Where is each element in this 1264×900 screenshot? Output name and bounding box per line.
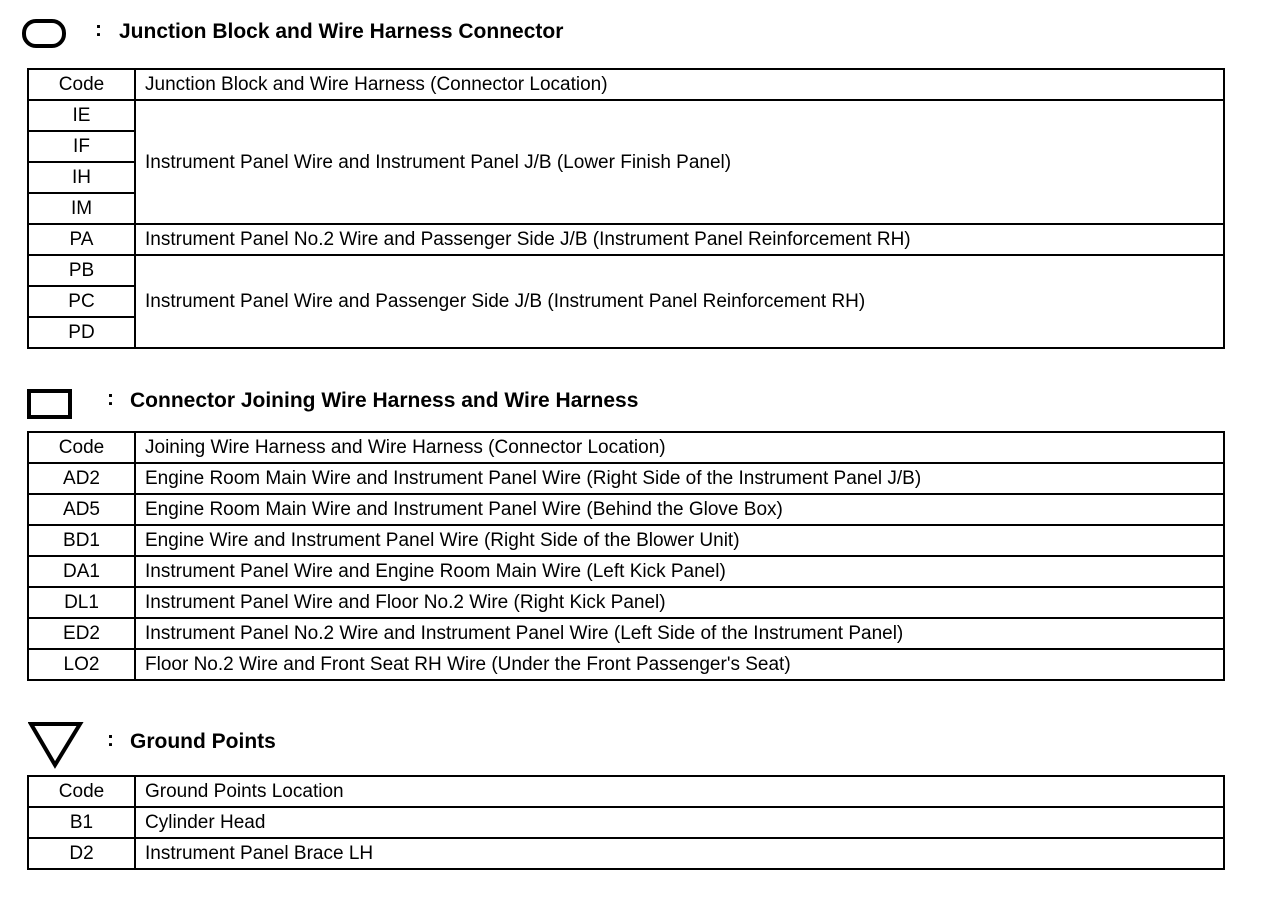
rounded-rectangle-outline-icon: [21, 17, 69, 51]
square-outline-icon: [27, 388, 73, 420]
table-row: [28, 618, 1224, 649]
connector-location: Instrument Panel No.2 Wire and Passenger Side J/B (Instrument Panel Reinforcement RH): [135, 224, 1224, 255]
connector-code: DA1: [28, 556, 135, 587]
ground-section-title: Ground Points: [130, 730, 276, 753]
down-triangle-outline-icon: [28, 720, 84, 770]
connector-code: LO2: [28, 649, 135, 680]
table-row: [28, 463, 1224, 494]
table-row: [28, 100, 1224, 131]
connector-location: Floor No.2 Wire and Front Seat RH Wire (Under the Front Passenger's Seat): [135, 649, 1224, 680]
connector-code: IF: [28, 131, 135, 162]
table-row: [28, 255, 1224, 286]
connector-location: Engine Room Main Wire and Instrument Panel Wire (Right Side of the Instrument Panel J/B): [135, 463, 1224, 494]
table-row: [28, 649, 1224, 680]
ground-location: Instrument Panel Brace LH: [135, 838, 1224, 869]
code-column-header: Code: [28, 69, 135, 100]
connector-location: Instrument Panel No.2 Wire and Instrument Panel Wire (Left Side of the Instrument Panel): [135, 618, 1224, 649]
connector-code: AD5: [28, 494, 135, 525]
joining-section-title: Connector Joining Wire Harness and Wire Harness: [130, 389, 639, 412]
connector-code: PB: [28, 255, 135, 286]
connector-location: Instrument Panel Wire and Floor No.2 Wire (Right Kick Panel): [135, 587, 1224, 618]
table-row: [28, 807, 1224, 838]
connector-code: IH: [28, 162, 135, 193]
code-column-header: Code: [28, 776, 135, 807]
junction-connector-table: [27, 68, 1225, 349]
location-column-header: Ground Points Location: [135, 776, 1224, 807]
connector-location: Instrument Panel Wire and Instrument Panel J/B (Lower Finish Panel): [135, 100, 1224, 224]
code-column-header: Code: [28, 432, 135, 463]
location-column-header: Joining Wire Harness and Wire Harness (Connector Location): [135, 432, 1224, 463]
connector-code: ED2: [28, 618, 135, 649]
table-row: [28, 494, 1224, 525]
table-row: [28, 525, 1224, 556]
location-column-header: Junction Block and Wire Harness (Connector Location): [135, 69, 1224, 100]
connector-code: AD2: [28, 463, 135, 494]
junction-colon: :: [95, 18, 102, 41]
connector-location: Engine Room Main Wire and Instrument Panel Wire (Behind the Glove Box): [135, 494, 1224, 525]
table-row: [28, 587, 1224, 618]
connector-code: IE: [28, 100, 135, 131]
connector-code: PC: [28, 286, 135, 317]
ground-code: D2: [28, 838, 135, 869]
connector-location: Instrument Panel Wire and Passenger Side J/B (Instrument Panel Reinforcement RH): [135, 255, 1224, 348]
connector-location: Instrument Panel Wire and Engine Room Main Wire (Left Kick Panel): [135, 556, 1224, 587]
connector-code: PD: [28, 317, 135, 348]
table-row: [28, 224, 1224, 255]
table-header-row: [28, 776, 1224, 807]
table-row: [28, 838, 1224, 869]
connector-code: DL1: [28, 587, 135, 618]
table-header-row: [28, 432, 1224, 463]
ground-code: B1: [28, 807, 135, 838]
connector-code: PA: [28, 224, 135, 255]
connector-code: IM: [28, 193, 135, 224]
table-row: [28, 556, 1224, 587]
connector-code: BD1: [28, 525, 135, 556]
ground-colon: :: [107, 728, 114, 751]
ground-location: Cylinder Head: [135, 807, 1224, 838]
joining-connector-table: [27, 431, 1225, 681]
junction-section-title: Junction Block and Wire Harness Connector: [119, 20, 564, 43]
connector-location: Engine Wire and Instrument Panel Wire (Right Side of the Blower Unit): [135, 525, 1224, 556]
table-header-row: [28, 69, 1224, 100]
ground-points-table: [27, 775, 1225, 870]
joining-colon: :: [107, 387, 114, 410]
